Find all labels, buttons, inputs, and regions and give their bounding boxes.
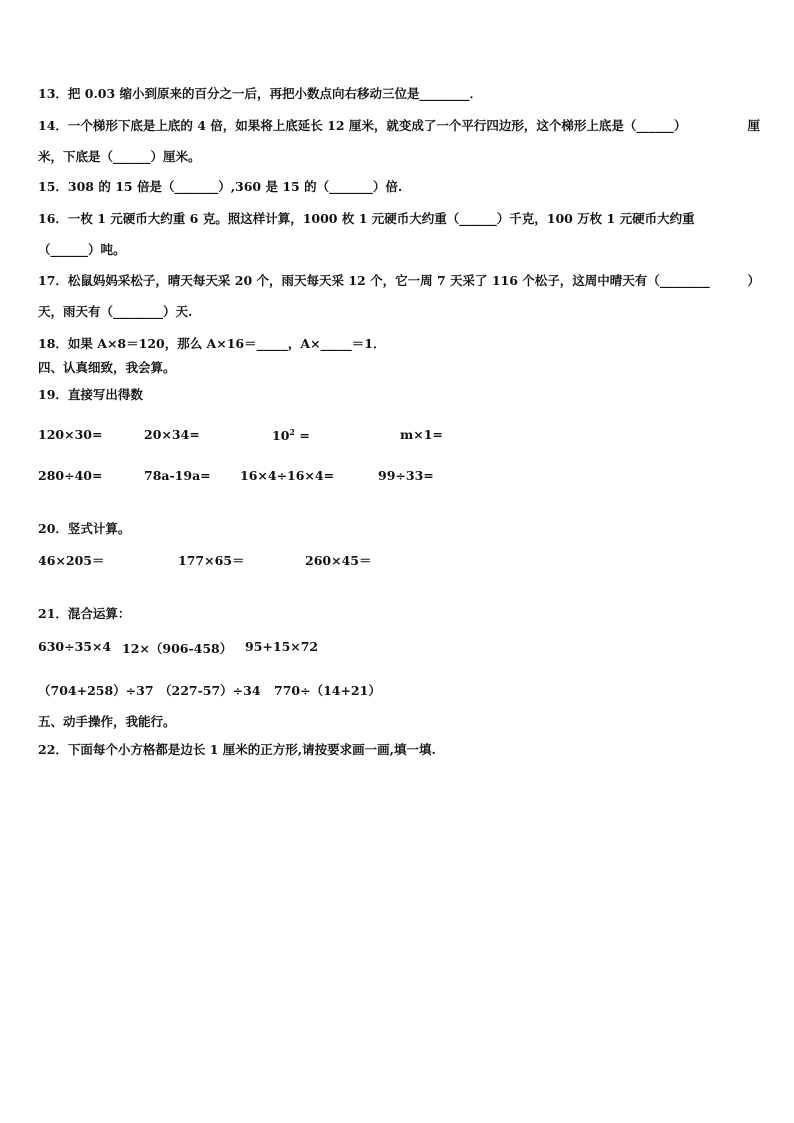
q19-item-5: 280÷40=	[38, 468, 103, 483]
q19-item-4: m×1=	[400, 427, 443, 442]
question-16-line-2: （______）吨。	[38, 242, 126, 257]
q21-item-2: 12×（906-458）	[122, 641, 233, 656]
q19-item-2: 20×34=	[144, 427, 200, 442]
q21-item-3: 95+15×72	[245, 639, 319, 654]
q21-item-6: 770÷（14+21）	[274, 683, 381, 698]
q19-item-6: 78a-19a=	[144, 468, 211, 483]
question-17-text-end: ）	[747, 273, 760, 288]
question-13: 13．把 0.03 缩小到原来的百分之一后，再把小数点向右移动三位是________．	[38, 86, 483, 101]
section-4-title: 四、认真细致，我会算。	[38, 360, 176, 375]
question-17-line-2: 天，雨天有（________）天.	[38, 304, 193, 319]
q21-row-1	[38, 639, 794, 655]
q19-item-8: 99÷33=	[378, 468, 434, 483]
q21-item-4: （704+258）÷37	[38, 683, 154, 698]
q19-item-3	[272, 427, 310, 443]
q19-item-3-exponent: 2	[289, 427, 295, 437]
q20-row	[38, 551, 794, 567]
q21-row-2	[38, 681, 794, 697]
question-16-line-1: 16．一枚 1 元硬币大约重 6 克。照这样计算，1000 枚 1 元硬币大约重（______）千克，100 万枚 1 元硬币大约重	[38, 211, 695, 226]
q21-item-5: （227-57）÷34	[159, 683, 261, 698]
q19-item-3-base: 10	[272, 428, 290, 443]
q20-item-1: 46×205＝	[38, 553, 105, 568]
question-17-text: 17．松鼠妈妈采松子，晴天每天采 20 个，雨天每天采 12 个，它一周 7 天采了 116 个松子，这周中晴天有（________	[38, 273, 710, 288]
question-14-line-1	[38, 116, 760, 134]
question-21-title: 21．混合运算：	[38, 606, 131, 621]
q21-item-1: 630÷35×4	[38, 639, 112, 654]
question-17-line-1	[38, 271, 760, 289]
q19-item-1: 120×30=	[38, 427, 103, 442]
section-5-title: 五、动手操作，我能行。	[38, 714, 176, 729]
q20-item-3: 260×45＝	[305, 553, 372, 568]
q20-item-2: 177×65＝	[178, 553, 245, 568]
question-14-text-end: 厘	[747, 118, 760, 133]
question-14-text: 14．一个梯形下底是上底的 4 倍，如果将上底延长 12 厘米，就变成了一个平行四边形，这个梯形上底是（______）	[38, 118, 687, 133]
q19-item-3-equals: =	[294, 428, 310, 443]
q19-row-2	[38, 468, 794, 484]
q19-item-7: 16×4÷16×4=	[240, 468, 335, 483]
question-15: 15．308 的 15 倍是（_______）,360 是 15 的（_______）倍.	[38, 179, 403, 194]
question-14-line-2: 米，下底是（______）厘米。	[38, 149, 201, 164]
question-20-title: 20．竖式计算。	[38, 521, 131, 536]
question-18: 18．如果 A×8＝120，那么 A×16＝_____，A×_____＝1．	[38, 336, 386, 351]
q19-row-1	[38, 427, 794, 443]
question-19-title: 19．直接写出得数	[38, 387, 143, 402]
question-22: 22．下面每个小方格都是边长 1 厘米的正方形,请按要求画一画,填一填.	[38, 742, 436, 757]
